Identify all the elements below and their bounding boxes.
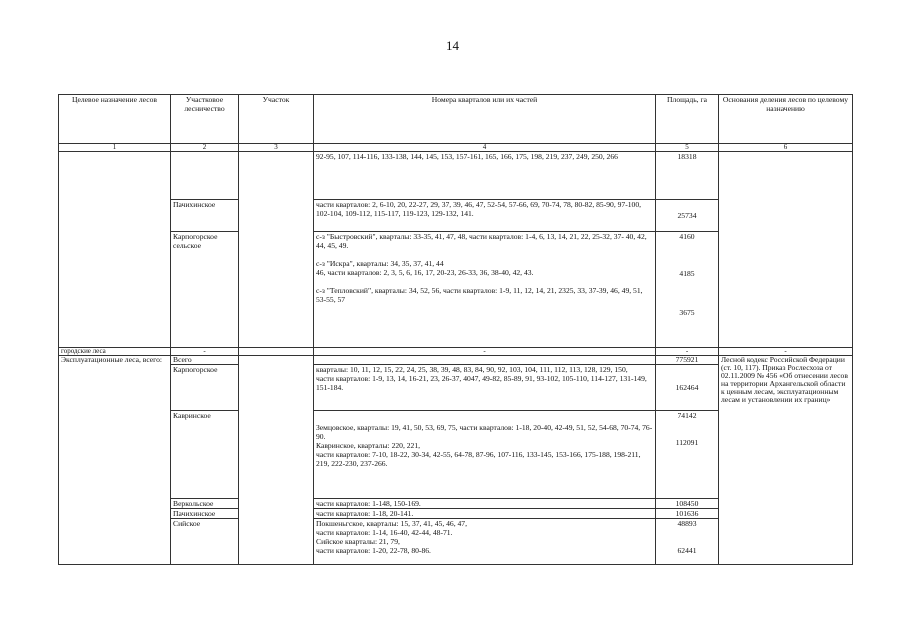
plot-cell [239,152,314,348]
quarters-cell [314,519,656,565]
forestry-cell: Карпогорское сельское [171,232,239,348]
area-cell: 18318 [656,152,719,200]
quarters-text: с-з "Быстровский", кварталы: 33-35, 41, 47, 48, части кварталов: 1-4, 6, 13, 14, 21, 22, 25-32, 37- 40, 42, 44, 45, 49. [316,232,647,250]
table-row [59,348,853,356]
area-cell [656,519,719,565]
header-purpose: Целевое назначение лесов [59,95,171,144]
forestry-cell [171,152,239,200]
quarters-text: Покшеньгское, кварталы: 15, 37, 41, 45, 46, 47, [316,519,467,528]
quarters-text: части кварталов: 1-9, 13, 14, 16-21, 23, 26-37, 4047, 49-82, 85-89, 91, 93-102, 105-110, 114-127, 131-149, 151-184. [316,374,647,392]
area-value: 3675 [679,308,695,317]
forestry-cell: Карпогорское [171,365,239,411]
basis-cell [719,152,853,348]
quarters-text: части кварталов: 1-14, 16-40, 42-44, 48-71. [316,528,453,537]
forest-purpose-table [58,94,853,565]
quarters-cell: - [314,348,656,356]
area-cell [656,232,719,348]
column-number-row [59,144,853,152]
header-plot: Участок [239,95,314,144]
column-number: 3 [239,144,314,152]
area-cell: 25734 [656,200,719,232]
page-number: 14 [446,38,459,53]
quarters-cell: части кварталов: 2, 6-10, 20, 22-27, 29, 37, 39, 46, 47, 52-54, 57-66, 69, 70-74, 78, 80-82, 85-90, 97-100, 102-104, 109-112, 115-117, 119-123, 129-132, 141. [314,200,656,232]
basis-cell: - [719,348,853,356]
basis-cell: Лесной кодекс Российской Федерации (ст. 10, 117). Приказ Рослесхоза от 02.11.2009 № 456 «Об отнесении лесов на территории Архангельской области к ценным лесам, эксплуатационным лесам и установлении их границ» [719,356,853,565]
quarters-text: с-з "Искра", кварталы: 34, 35, 37, 41, 44 [316,259,444,268]
header-area: Площадь, га [656,95,719,144]
forestry-cell: Пачихинское [171,200,239,232]
area-value: 4185 [679,269,695,278]
quarters-cell [314,411,656,499]
column-number: 4 [314,144,656,152]
quarters-text: с-з "Тепловский", кварталы: 34, 52, 56, части кварталов: 1-9, 11, 12, 14, 21, 2325, 33, 37-39, 46, 49, 51, 53-55, 57 [316,286,643,304]
quarters-cell [314,356,656,365]
quarters-cell [314,365,656,411]
plot-cell [239,356,314,565]
table-row [59,356,853,365]
purpose-cell [59,152,171,348]
area-cell: - [656,348,719,356]
column-number: 5 [656,144,719,152]
area-value: 74142 [677,411,697,420]
quarters-text: Сийское кварталы: 21, 79, [316,537,400,546]
header-basis: Основания деления лесов по целевому назначению [719,95,853,144]
quarters-cell: части кварталов: 1-148, 150-169. [314,499,656,509]
quarters-cell [314,232,656,348]
forestry-cell: Пачихинское [171,509,239,519]
column-number: 1 [59,144,171,152]
area-cell: 162464 [656,365,719,411]
forestry-cell: - [171,348,239,356]
table-header-row [59,95,853,144]
forestry-cell: Веркольское [171,499,239,509]
area-cell [656,411,719,499]
area-value: 4160 [679,232,695,241]
area-value: 62441 [677,546,697,555]
column-number: 6 [719,144,853,152]
column-number: 2 [171,144,239,152]
area-cell: 775921 [656,356,719,365]
purpose-cell: городские леса [59,348,171,356]
header-forestry: Участковое лесничество [171,95,239,144]
quarters-text: кварталы: 10, 11, 12, 15, 22, 24, 25, 38, 39, 48, 83, 84, 90, 92, 103, 104, 111, 112, 113, 128, 129, 150, [316,365,628,374]
quarters-cell: 92-95, 107, 114-116, 133-138, 144, 145, 153, 157-161, 165, 166, 175, 198, 219, 237, 249, 250, 266 [314,152,656,200]
quarters-text: Земцовское, кварталы: 19, 41, 50, 53, 69, 75, части кварталов: 1-18, 20-40, 42-49, 51, 52, 54-68, 70-74, 76-90. [316,423,653,441]
forestry-cell: Кавринское [171,411,239,499]
area-value: 48893 [677,519,697,528]
purpose-cell: Эксплуатационные леса, всего: [59,356,171,565]
area-cell: 108450 [656,499,719,509]
quarters-text: Кавринское, кварталы: 220, 221, [316,441,421,450]
table-row [59,152,853,200]
quarters-text: 46, части кварталов: 2, 3, 5, 6, 16, 17, 20-23, 26-33, 36, 38-40, 42, 43. [316,268,534,277]
area-cell: 101636 [656,509,719,519]
quarters-text: части кварталов: 7-10, 18-22, 30-34, 42-55, 64-78, 87-96, 107-116, 133-145, 153-166, 175-188, 198-211, 219, 222-230, 237-266. [316,450,641,468]
quarters-text: части кварталов: 1-20, 22-78, 80-86. [316,546,431,555]
forestry-cell: Всего [171,356,239,365]
quarters-cell: части кварталов: 1-18, 20-141. [314,509,656,519]
plot-cell [239,348,314,356]
header-quarters: Номера кварталов или их частей [314,95,656,144]
area-value: 112091 [675,438,699,447]
forestry-cell: Сийское [171,519,239,565]
